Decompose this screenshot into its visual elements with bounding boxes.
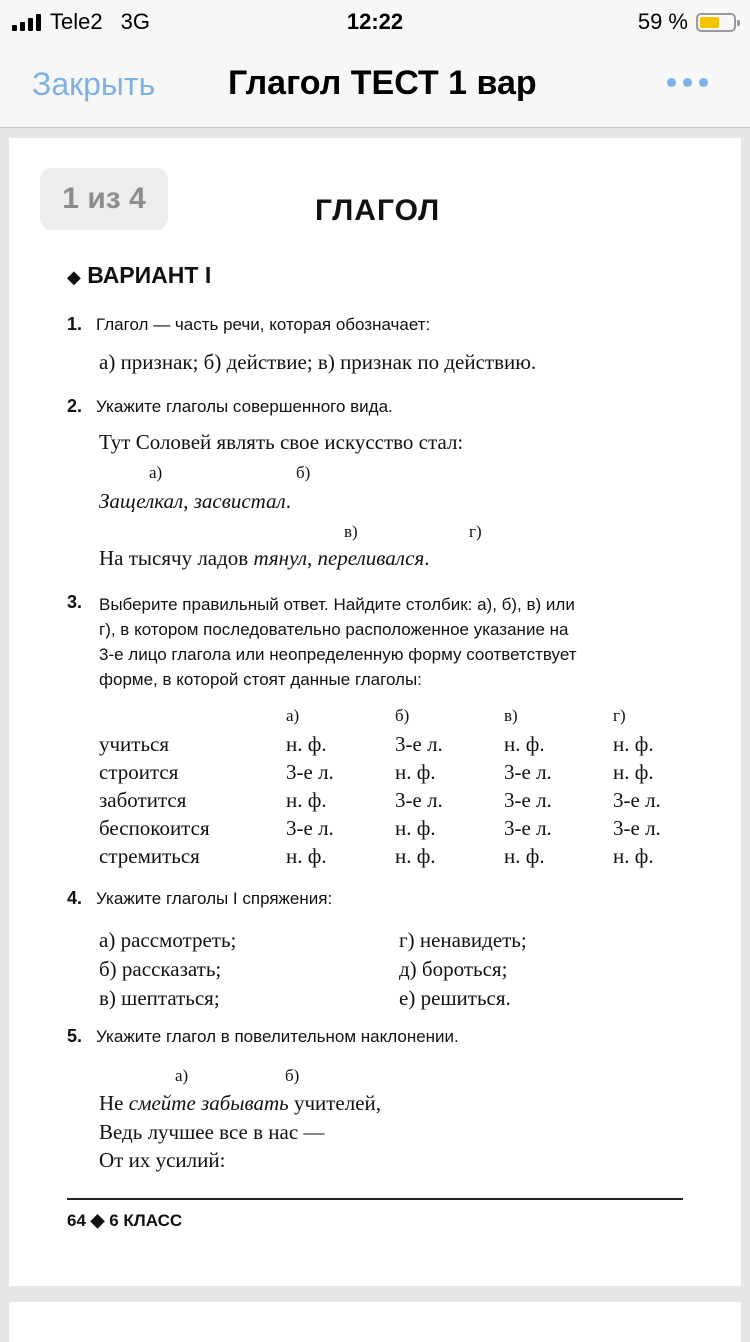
- question-1: [67, 314, 430, 335]
- variant-label: ВАРИАНТ I: [87, 262, 212, 288]
- column-header: г): [613, 706, 626, 725]
- verb-a: Защелкал: [99, 489, 184, 513]
- poem-text: На тысячу ладов: [99, 546, 249, 570]
- diamond-icon: ◆: [90, 1210, 105, 1230]
- table-cell: н. ф.: [504, 844, 545, 868]
- tag-b: б): [285, 1066, 300, 1085]
- table-row-verb: строится: [99, 760, 179, 784]
- poem-line-1: Тут Соловей являть свое искусство стал:: [99, 430, 464, 454]
- option: в) шептаться;: [99, 986, 220, 1010]
- column-header: б): [395, 706, 410, 725]
- table-cell: 3-е л.: [613, 788, 661, 812]
- question-4: [67, 888, 332, 909]
- verb-v: тянул: [253, 546, 307, 570]
- question-3: [67, 592, 82, 613]
- table-cell: 3-е л.: [395, 732, 443, 756]
- navigation-bar: [0, 42, 750, 128]
- table-cell: 3-е л.: [504, 788, 552, 812]
- table-cell: 3-е л.: [504, 816, 552, 840]
- document-title: Глагол ТЕСТ 1 вар: [228, 64, 537, 102]
- more-options-icon[interactable]: [667, 78, 708, 87]
- tag-a: а): [149, 463, 163, 482]
- table-cell: 3-е л.: [395, 788, 443, 812]
- tag-g: г): [469, 522, 482, 541]
- table-cell: н. ф.: [395, 760, 436, 784]
- next-page[interactable]: [9, 1302, 741, 1342]
- verb-g: переливался: [317, 546, 425, 570]
- table-cell: н. ф.: [395, 816, 436, 840]
- q1-options: а) признак; б) действие; в) признак по действию.: [99, 350, 537, 374]
- question-text-line: форме, в которой стоят данные глаголы:: [99, 670, 422, 689]
- carrier-label: Tele2: [50, 9, 103, 34]
- question-text: Укажите глагол в повелительном наклонении.: [96, 1027, 459, 1046]
- option: г) ненавидеть;: [399, 928, 527, 952]
- poem-line-3: От их усилий:: [99, 1148, 226, 1172]
- table-cell: 3-е л.: [286, 816, 334, 840]
- question-text: [99, 592, 577, 692]
- battery-percent: 59 %: [637, 9, 688, 34]
- diamond-icon: ◆: [67, 267, 81, 287]
- question-2: [67, 396, 393, 417]
- column-header: в): [504, 706, 518, 725]
- document-page[interactable]: [9, 138, 741, 1286]
- option: д) бороться;: [399, 957, 508, 981]
- table-cell: 3-е л.: [504, 760, 552, 784]
- question-number: 2.: [67, 396, 83, 416]
- verb-b: засвистал: [193, 489, 286, 513]
- table-cell: 3-е л.: [286, 760, 334, 784]
- table-cell: 3-е л.: [613, 816, 661, 840]
- verb-b: забывать: [201, 1091, 289, 1115]
- tag-b: б): [296, 463, 311, 482]
- network-label: 3G: [120, 9, 150, 34]
- question-5: [67, 1026, 459, 1047]
- tag-a: а): [175, 1066, 189, 1085]
- poem-line-3: [99, 546, 429, 571]
- option: е) решиться.: [399, 986, 511, 1010]
- table-cell: н. ф.: [613, 732, 654, 756]
- battery-icon: [696, 13, 736, 32]
- page-number: 64: [67, 1211, 86, 1230]
- question-text: Укажите глаголы совершенного вида.: [96, 397, 393, 416]
- question-text-line: г), в котором последовательно расположенное указание на: [99, 620, 569, 639]
- grade-label: 6 КЛАСС: [109, 1211, 183, 1230]
- punct: .: [285, 489, 291, 513]
- question-text-line: Выберите правильный ответ. Найдите столбик: а), б), в) или: [99, 595, 575, 614]
- table-row-verb: учиться: [99, 732, 170, 756]
- question-number: 3.: [67, 592, 83, 612]
- page-heading: ГЛАГОЛ: [315, 194, 441, 227]
- table-cell: н. ф.: [613, 844, 654, 868]
- punct: ,: [306, 546, 313, 570]
- punct: .: [424, 546, 430, 570]
- table-row-verb: беспокоится: [99, 816, 210, 840]
- verb-a: смейте: [128, 1091, 196, 1115]
- table-cell: н. ф.: [395, 844, 436, 868]
- question-number: 4.: [67, 888, 83, 908]
- poem-line-2: Ведь лучшее все в нас —: [99, 1120, 325, 1144]
- table-cell: н. ф.: [613, 760, 654, 784]
- question-text: Укажите глаголы I спряжения:: [96, 889, 333, 908]
- q4-right-options: [399, 926, 527, 1013]
- page-footer: [67, 1210, 182, 1231]
- question-text-line: 3-е лицо глагола или неопределенную форму соответствует: [99, 645, 577, 664]
- table-cell: н. ф.: [504, 732, 545, 756]
- question-number: 1.: [67, 314, 83, 334]
- table-cell: н. ф.: [286, 788, 327, 812]
- table-cell: н. ф.: [286, 732, 327, 756]
- option: а) рассмотреть;: [99, 928, 237, 952]
- table-row-verb: заботится: [99, 788, 187, 812]
- divider: [67, 1198, 683, 1200]
- question-text: Глагол — часть речи, которая обозначает:: [96, 315, 431, 334]
- poem-line-2: [99, 489, 291, 514]
- q4-left-options: [99, 926, 236, 1013]
- status-bar: [0, 0, 750, 42]
- close-button[interactable]: Закрыть: [32, 66, 156, 102]
- option: б) рассказать;: [99, 957, 222, 981]
- column-header: а): [286, 706, 300, 725]
- tag-v: в): [344, 522, 358, 541]
- table-cell: н. ф.: [286, 844, 327, 868]
- poem-text: Не: [99, 1091, 124, 1115]
- clock: 12:22: [346, 9, 404, 34]
- poem-line-1: [99, 1091, 381, 1116]
- table-row-verb: стремиться: [99, 844, 200, 868]
- page-counter: 1 из 4: [40, 168, 168, 230]
- poem-text: учителей,: [293, 1091, 382, 1115]
- question-number: 5.: [67, 1026, 83, 1046]
- variant-heading: [67, 262, 211, 289]
- punct: ,: [183, 489, 189, 513]
